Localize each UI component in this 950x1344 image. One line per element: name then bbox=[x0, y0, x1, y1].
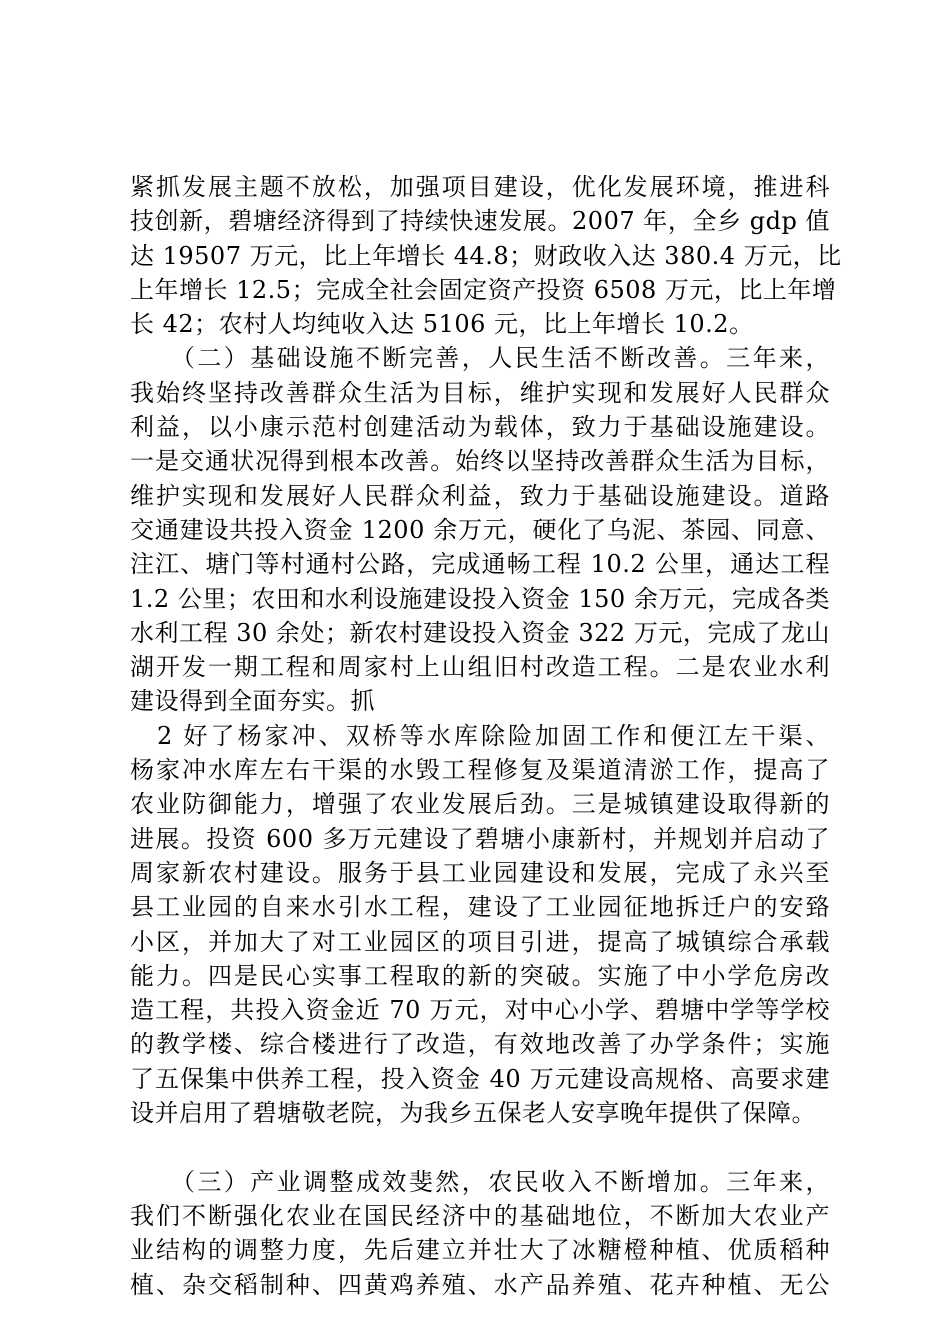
text-line: 设并启用了碧塘敬老院，为我乡五保老人安享晚年提供了保障。 bbox=[130, 1099, 816, 1128]
text-line: 植、杂交稻制种、四黄鸡养殖、水产品养殖、花卉种植、无公 bbox=[130, 1270, 830, 1299]
text-line: 上年增长 12.5；完成全社会固定资产投资 6508 万元，比上年增 bbox=[130, 275, 837, 304]
text-line: 县工业园的自来水引水工程，建设了工业园征地拆迁户的安臵 bbox=[130, 893, 830, 922]
text-line: 注江、塘门等村通村公路，完成通畅工程 10.2 公里，通达工程 bbox=[130, 550, 830, 579]
document-body bbox=[130, 170, 842, 1302]
text-line: 小区，并加大了对工业园区的项目引进，提高了城镇综合承载 bbox=[130, 927, 830, 956]
text-line: （二）基础设施不断完善，人民生活不断改善。三年来， bbox=[130, 344, 830, 373]
text-line: 水利工程 30 余处；新农村建设投入资金 322 万元，完成了龙山 bbox=[130, 618, 830, 647]
text-line: 杨家冲水库左右干渠的水毁工程修复及渠道清淤工作，提高了 bbox=[130, 756, 830, 785]
text-line: 建设得到全面夯实。抓 bbox=[130, 687, 375, 716]
text-line: 达 19507 万元，比上年增长 44.8；财政收入达 380.4 万元，比 bbox=[130, 241, 842, 270]
text-line bbox=[130, 1130, 830, 1164]
text-line: 我始终坚持改善群众生活为目标，维护实现和发展好人民群众 bbox=[130, 378, 830, 407]
text-line: 农业防御能力，增强了农业发展后劲。三是城镇建设取得新的 bbox=[130, 790, 830, 819]
text-line: 利益，以小康示范村创建活动为载体，致力于基础设施建设。 bbox=[130, 413, 830, 442]
text-line: 了五保集中供养工程，投入资金 40 万元建设高规格、高要求建 bbox=[130, 1064, 830, 1093]
text-line: （三）产业调整成效斐然，农民收入不断增加。三年来， bbox=[130, 1167, 830, 1196]
text-line: 维护实现和发展好人民群众利益，致力于基础设施建设。道路 bbox=[130, 481, 830, 510]
text-line: 湖开发一期工程和周家村上山组旧村改造工程。二是农业水利 bbox=[130, 653, 830, 682]
text-line: 技创新，碧塘经济得到了持续快速发展。2007 年，全乡 gdp 值 bbox=[130, 207, 830, 236]
text-line: 的教学楼、综合楼进行了改造，有效地改善了办学条件；实施 bbox=[130, 1030, 830, 1059]
text-line: 周家新农村建设。服务于县工业园建设和发展，完成了永兴至 bbox=[130, 858, 830, 887]
text-line: 业结构的调整力度，先后建立并壮大了冰糖橙种植、优质稻种 bbox=[130, 1236, 830, 1265]
text-line: 长 42；农村人均纯收入达 5106 元，比上年增长 10.2。 bbox=[130, 310, 754, 339]
text-line: 进展。投资 600 多万元建设了碧塘小康新村，并规划并启动了 bbox=[130, 824, 830, 853]
text-line: 2 好了杨家冲、双桥等水库除险加固工作和便江左干渠、 bbox=[130, 721, 830, 750]
text-line: 1.2 公里；农田和水利设施建设投入资金 150 余万元，完成各类 bbox=[130, 584, 830, 613]
text-line: 我们不断强化农业在国民经济中的基础地位，不断加大农业产 bbox=[130, 1201, 830, 1230]
text-line: 一是交通状况得到根本改善。始终以坚持改善群众生活为目标， bbox=[130, 447, 830, 476]
text-line: 造工程，共投入资金近 70 万元，对中心小学、碧塘中学等学校 bbox=[130, 996, 830, 1025]
text-line: 交通建设共投入资金 1200 余万元，硬化了乌泥、茶园、同意、 bbox=[130, 515, 830, 544]
text-line: 紧抓发展主题不放松，加强项目建设，优化发展环境，推进科 bbox=[130, 173, 830, 201]
text-line: 能力。四是民心实事工程取的新的突破。实施了中小学危房改 bbox=[130, 961, 830, 990]
